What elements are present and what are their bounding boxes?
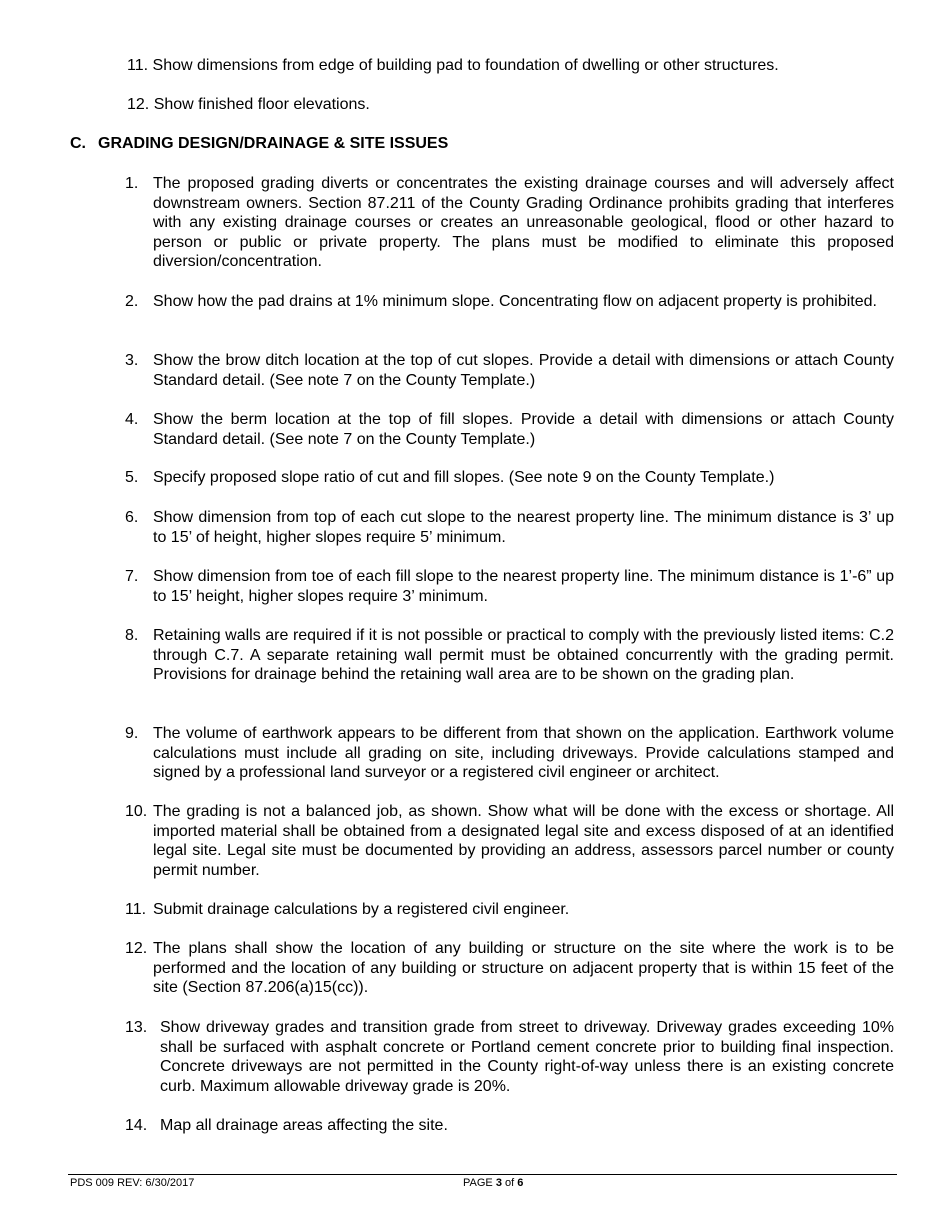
list-item-12	[125, 939, 894, 998]
item-number: 11.	[125, 901, 147, 918]
item-number: 11.	[127, 57, 149, 74]
item-text: Map all drainage areas affecting the site.	[160, 1117, 448, 1134]
item-text: Show dimensions from edge of building pad to foundation of dwelling or other structures.	[152, 57, 779, 74]
item-text: Show the brow ditch location at the top of cut slopes. Provide a detail with dimensions or attach County Standard detail. (See note 7 on the County Template.)	[153, 352, 894, 389]
item-number: 4.	[125, 411, 139, 428]
section-heading	[70, 134, 448, 154]
list-item-13	[125, 1018, 894, 1096]
list-item-1	[125, 174, 894, 272]
page-current: 3	[495, 1177, 502, 1189]
item-number: 14.	[125, 1117, 148, 1134]
item-text: Specify proposed slope ratio of cut and fill slopes. (See note 9 on the County Template.)	[153, 469, 775, 486]
item-text: Show finished floor elevations.	[153, 96, 370, 113]
list-item-5	[125, 468, 894, 488]
item-number: 12.	[127, 96, 150, 113]
page-total: 6	[517, 1177, 524, 1189]
list-item-10	[125, 802, 894, 880]
list-item-11	[125, 900, 894, 920]
list-item-4	[125, 410, 894, 449]
item-text: Retaining walls are required if it is not possible or practical to comply with the previously listed items: C.2 through C.7. A separate retaining wall permit must be obtained concurrently with the grading permit. Provisions for drainage behind the retaining wall area are to be shown on the grading plan.	[153, 627, 894, 684]
list-item-2	[125, 292, 894, 312]
item-text: The volume of earthwork appears to be different from that shown on the application. Earthwork volume calculations must include all grading on site, including driveways. Provide calculations stamped and signed by a professional land surveyor or a registered civil engineer or architect.	[153, 725, 894, 782]
item-number: 7.	[125, 568, 139, 585]
section-title: GRADING DESIGN/DRAINAGE & SITE ISSUES	[98, 135, 449, 152]
list-item-3	[125, 351, 894, 390]
item-number: 6.	[125, 509, 139, 526]
section-letter: C.	[70, 135, 86, 152]
item-text: The plans shall show the location of any building or structure on the site where the work is to be performed and the location of any building or structure on adjacent property that is within 15 feet of the site (Section 87.206(a)15(cc)).	[153, 940, 894, 997]
item-text: Show driveway grades and transition grade from street to driveway. Driveway grades exceeding 10% shall be surfaced with asphalt concrete or Portland cement concrete prior to building final inspection. Concrete driveways are not permitted in the County right-of-way unless there is an existing concrete curb. Maximum allowable driveway grade is 20%.	[160, 1019, 894, 1095]
item-text: Show the berm location at the top of fill slopes. Provide a detail with dimensions or attach County Standard detail. (See note 7 on the County Template.)	[153, 411, 894, 448]
list-item-9	[125, 724, 894, 783]
list-item-11-pre	[127, 56, 779, 76]
list-item-14	[125, 1116, 894, 1136]
list-item-6	[125, 508, 894, 547]
footer-form-revision: PDS 009 REV: 6/30/2017	[70, 1177, 195, 1189]
item-number: 2.	[125, 293, 139, 310]
item-number: 5.	[125, 469, 139, 486]
item-number: 9.	[125, 725, 139, 742]
item-text: The grading is not a balanced job, as shown. Show what will be done with the excess or shortage. All imported material shall be obtained from a designated legal site and excess disposed of at an identified legal site. Legal site must be documented by providing an address, assessors parcel number or county permit number.	[153, 803, 894, 879]
item-number: 3.	[125, 352, 139, 369]
item-number: 1.	[125, 175, 139, 192]
list-item-12-pre	[127, 95, 370, 115]
item-number: 12.	[125, 940, 148, 957]
item-text: Show dimension from top of each cut slope to the nearest property line. The minimum distance is 3’ up to 15’ of height, higher slopes require 5’ minimum.	[153, 509, 894, 546]
item-number: 10.	[125, 803, 148, 820]
list-item-7	[125, 567, 894, 606]
page-label: PAGE	[463, 1177, 493, 1189]
footer-page-number	[463, 1177, 523, 1189]
item-number: 13.	[125, 1019, 148, 1036]
item-text: Show dimension from toe of each fill slope to the nearest property line. The minimum distance is 1’-6” up to 15’ height, higher slopes require 3’ minimum.	[153, 568, 894, 605]
item-text: Submit drainage calculations by a registered civil engineer.	[153, 901, 570, 918]
list-item-8	[125, 626, 894, 685]
item-text: Show how the pad drains at 1% minimum slope. Concentrating flow on adjacent property is prohibited.	[153, 293, 877, 310]
item-text: The proposed grading diverts or concentrates the existing drainage courses and will adversely affect downstream owners. Section 87.211 of the County Grading Ordinance prohibits grading that interferes with any existing drainage courses or creates an unreasonable geological, flood or other hazard to person or public or private property. The plans must be modified to eliminate this proposed diversion/concentration.	[153, 175, 894, 271]
page-of: of	[505, 1177, 515, 1189]
item-number: 8.	[125, 627, 139, 644]
footer-divider	[68, 1174, 897, 1175]
